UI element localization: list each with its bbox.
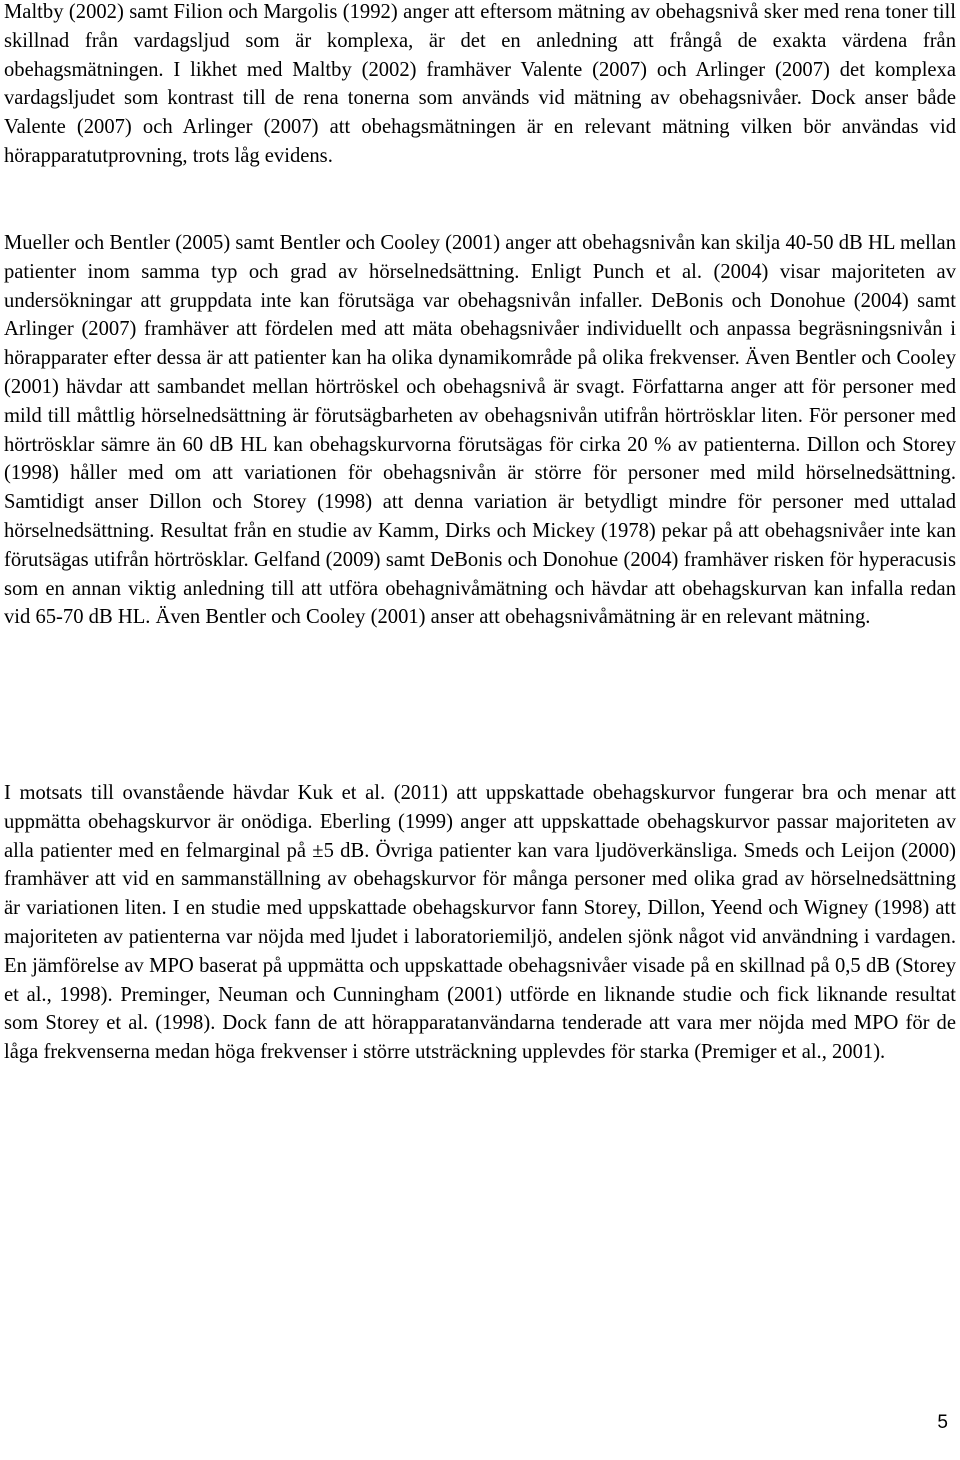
paragraph-2: Mueller och Bentler (2005) samt Bentler och Cooley (2001) anger att obehagsnivån kan skilja 40-50 dB HL mellan patienter inom samma typ och grad av hörselnedsättning. Enligt Punch et al. (2004) visar majoriteten av undersökningar att gruppdata inte kan förutsäga var obehagsnivån infaller. DeBonis och Donohue (2004) samt Arlinger (2007) framhäver att fördelen med att mäta obehagsnivåer individuellt och anpassa begräsningsnivån i hörapparater efter dessa är att patienter kan ha olika dynamikområde på olika frekvenser. Även Bentler och Cooley (2001) hävdar att sambandet mellan hörtröskel och obehagsnivå är svagt. Författarna anger att för personer med mild till måttlig hörselnedsättning är förutsägbarheten av obehagsnivån utifrån hörtrösklar liten. För personer med hörtrösklar sämre än 60 dB HL kan obehagskurvorna förutsägas för cirka 20 % av patienterna. Dillon och Storey (1998) håller med om att variationen för obehagsnivån är större för personer med mild hörselnedsättning. Samtidigt anser Dillon och Storey (1998) att denna variation är betydligt mindre för personer med uttalad hörselnedsättning. Resultat från en studie av Kamm, Dirks och Mickey (1978) pekar på att obehagsnivåer inte kan förutsägas utifrån hörtrösklar. Gelfand (2009) samt DeBonis och Donohue (2004) framhäver risken för hyperacusis som en annan viktig anledning till att utföra obehagnivåmätning och hävdar att obehagskurvan kan infalla redan vid 65-70 dB HL. Även Bentler och Cooley (2001) anser att obehagsnivåmätning är en relevant mätning. [4,232,956,629]
paragraph-3: I motsats till ovanstående hävdar Kuk et al. (2011) att uppskattade obehagskurvor fungerar bra och menar att uppmätta obehagskurvor är onödiga. Eberling (1999) anger att uppskattade obehagskurvor passar majoriteten av alla patienter med en felmarginal på ±5 dB. Övriga patienter kan vara ljudöverkänsliga. Smeds och Leijon (2000) framhäver att vid en sammanställning av obehagskurvor för många personer med olika grad av hörselnedsättning är variationen liten. I en studie med uppskattade obehagskurvor fann Storey, Dillon, Yeend och Wigney (1998) att majoriteten av patienterna var nöjda med ljudet i laboratoriemiljö, andelen sjönk något vid användning i vardagen. En jämförelse av MPO baserat på uppmätta och uppskattade obehagsnivåer visade på en skillnad på 0,5 dB (Storey et al., 1998). Preminger, Neuman och Cunningham (2001) utförde en liknande studie och fick liknande resultat som Storey et al. (1998). Dock fann de att hörapparatanvändarna tenderade att vara mer nöjda med MPO för de låga frekvenserna medan höga frekvenser i större utsträckning upplevdes för starka (Premiger et al., 2001). [4,782,956,1064]
page-number: 5 [937,1412,948,1433]
document-page [4,0,956,1460]
paragraph-1: Maltby (2002) samt Filion och Margolis (1992) anger att eftersom mätning av obehagsnivå sker med rena toner till skillnad från vardagsljud som är komplexa, är det en anledning att frångå de exakta värdena från obehagsmätningen. I likhet med Maltby (2002) framhäver Valente (2007) och Arlinger (2007) det komplexa vardagsljudet som kontrast till de rena tonerna som används vid mätning av obehagsnivåer. Dock anser både Valente (2007) och Arlinger (2007) att obehagsmätningen är en relevant mätning vilken bör användas vid hörapparatutprovning, trots låg evidens. [4,1,956,167]
